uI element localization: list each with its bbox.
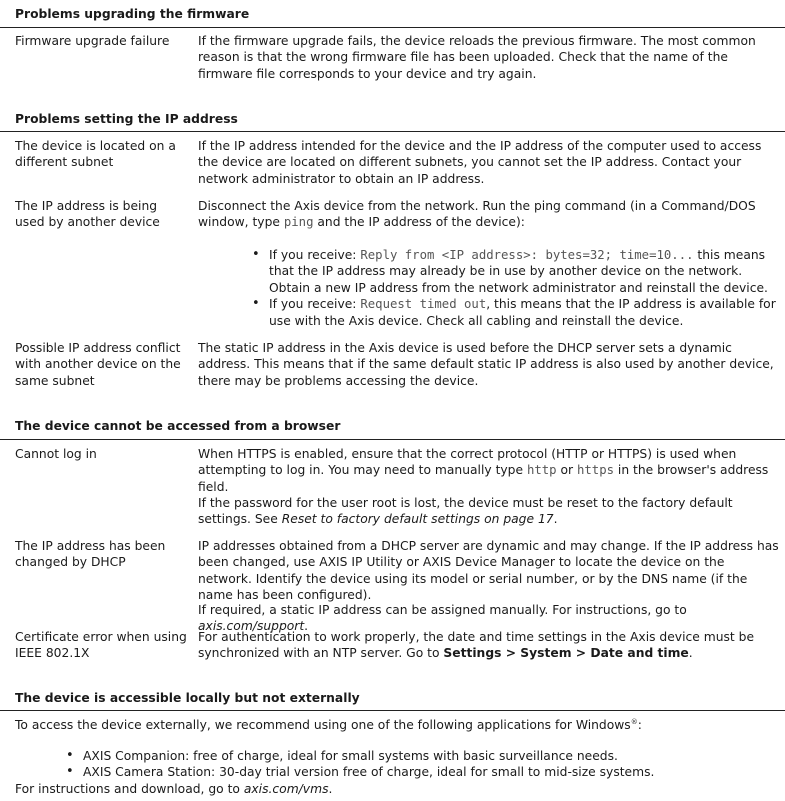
- list-item: [250, 247, 780, 296]
- solution-text: in the browser's address field.: [198, 463, 769, 494]
- solution-ip-used-by-another: [198, 198, 780, 231]
- solution-text: or: [556, 463, 577, 478]
- solution-text: When HTTPS is enabled, ensure that the correct protocol (HTTP or HTTPS) is used when attempting to log in. You may need to manually type: [198, 447, 737, 478]
- solution-lost-password: [198, 495, 780, 528]
- solution-firmware-upgrade-failure: If the firmware upgrade fails, the device reloads the previous firmware. The most common reason is that the wrong firmware file has been uploaded. Check that the name of the firmware file corresponds to your device and try again.: [198, 34, 756, 81]
- reset-factory-default-link[interactable]: Reset to factory default settings on page 17: [281, 512, 554, 527]
- https-code: https: [576, 463, 615, 478]
- list-item: • AXIS Companion: free of charge, ideal for small systems with basic surveillance needs.: [64, 748, 780, 764]
- solution-text: If the password for the user root is lost, the device must be reset to the factory default settings. See: [198, 496, 733, 527]
- solution-https-protocol: [198, 446, 780, 495]
- list-item: • AXIS Camera Station: 30-day trial version free of charge, ideal for small to mid-size systems.: [64, 764, 780, 780]
- outro-text: For instructions and download, go to: [15, 782, 244, 796]
- ping-command: ping: [283, 215, 314, 230]
- section-divider: [0, 710, 785, 711]
- timeout-code: Request timed out: [360, 297, 487, 312]
- solution-text: For authentication to work properly, the date and time settings in the Axis device must be synchronized with an NTP server. Go to: [198, 630, 755, 661]
- section-divider: [0, 27, 785, 28]
- solution-text: If required, a static IP address can be assigned manually. For instructions, go to: [198, 603, 687, 617]
- solution-certificate-error: [198, 629, 780, 662]
- problem-cannot-log-in: Cannot log in: [15, 447, 97, 461]
- settings-path: Settings > System > Date and time: [443, 646, 689, 661]
- section-title-ip-address: Problems setting the IP address: [15, 112, 238, 126]
- section-divider: [0, 439, 785, 440]
- solution-text: .: [304, 619, 309, 634]
- section-title-firmware: Problems upgrading the firmware: [15, 7, 250, 21]
- bullet-text: this means that the IP address may already be in use by another device on the network. Obtain a new IP address from the network administrator and reinstall the device.: [269, 248, 768, 295]
- intro-colon: :: [637, 718, 642, 732]
- solution-text: and the IP address of the device):: [313, 215, 525, 230]
- problem-ip-used-by-another: The IP address is being used by another device: [15, 199, 160, 230]
- axis-support-link[interactable]: axis.com/support: [198, 619, 305, 634]
- outro-text: .: [328, 782, 333, 796]
- vms-applications-list: [64, 748, 780, 781]
- section-divider: [0, 131, 785, 132]
- section-title-browser: The device cannot be accessed from a browser: [15, 419, 341, 433]
- list-item: [250, 296, 780, 329]
- problem-firmware-upgrade-failure: Firmware upgrade failure: [15, 34, 170, 48]
- problem-ip-changed-dhcp: The IP address has been changed by DHCP: [15, 539, 166, 570]
- reply-code: Reply from <IP address>: bytes=32; time=10...: [360, 248, 694, 262]
- solution-text: .: [553, 512, 558, 527]
- solution-text: .: [688, 646, 693, 661]
- bullet-lead: If you receive:: [269, 297, 361, 312]
- section-title-external-access: The device is accessible locally but not externally: [15, 691, 360, 705]
- bullet-lead: If you receive:: [269, 248, 361, 262]
- external-access-outro: [15, 781, 780, 797]
- problem-certificate-error: Certificate error when using IEEE 802.1X: [15, 630, 187, 661]
- solution-different-subnet: If the IP address intended for the device and the IP address of the computer used to access the device are located on different subnets, you cannot set the IP address. Contact your network administrator to obtain an IP address.: [198, 139, 762, 186]
- problem-ip-conflict: Possible IP address conflict with another device on the same subnet: [15, 341, 181, 388]
- registered-mark: ®: [630, 717, 638, 726]
- ping-results-list: [250, 247, 780, 329]
- solution-text: Disconnect the Axis device from the network. Run the ping command (in a Command/DOS window, type: [198, 199, 756, 230]
- http-code: http: [526, 463, 557, 478]
- axis-vms-link[interactable]: axis.com/vms: [243, 782, 329, 796]
- solution-ip-conflict: The static IP address in the Axis device is used before the DHCP server sets a dynamic address. This means that if the same default static IP address is also used by another device, there may be problems accessing the device.: [198, 341, 774, 388]
- solution-ip-changed-dhcp: IP addresses obtained from a DHCP server are dynamic and may change. If the IP address has been changed, use AXIS IP Utility or AXIS Device Manager to locate the device on the network. Identify the device using its model or serial number, or by the DNS name (if the name has been configured).: [198, 539, 779, 603]
- bullet-text: , this means that the IP address is available for use with the Axis device. Check all cabling and reinstall the device.: [269, 297, 776, 328]
- external-access-intro: [15, 717, 780, 733]
- intro-text: To access the device externally, we recommend using one of the following applications for Windows: [15, 718, 631, 732]
- problem-different-subnet: The device is located on a different subnet: [15, 139, 176, 170]
